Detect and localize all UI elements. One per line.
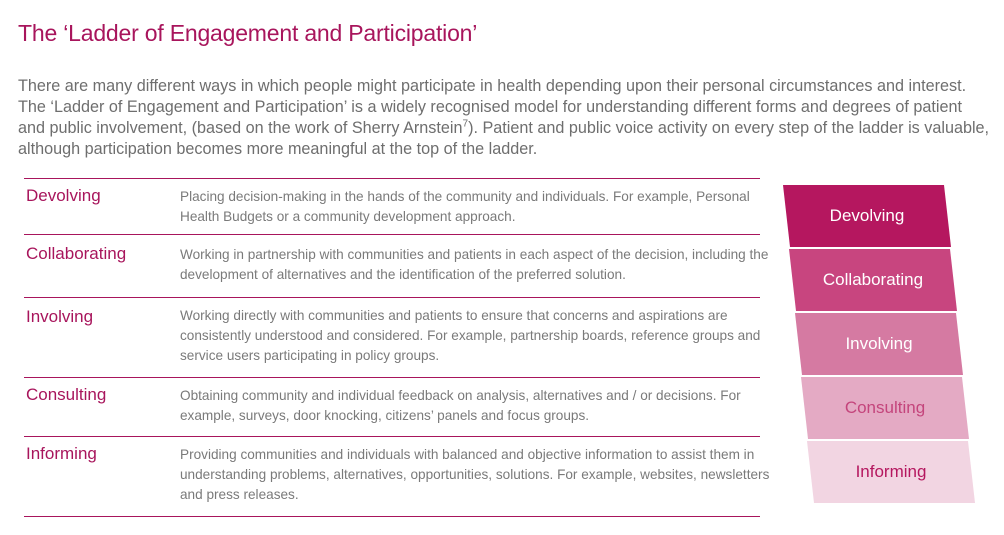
- ladder-rung-informing: [807, 441, 975, 503]
- intro-text-part2: ). Patient and public voice activity on every step of the ladder is valuable, although participation becomes more meaningful at the top of the ladder.: [18, 119, 990, 158]
- level-term: Involving: [26, 307, 94, 326]
- table-row-informing: [24, 436, 770, 517]
- level-description: Working in partnership with communities and patients in each aspect of the decision, including the development of alternatives and the identification of the preferred solution.: [180, 247, 769, 282]
- level-description: Obtaining community and individual feedback on analysis, alternatives and / or decisions. For example, surveys, door knocking, citizens’ panels and focus groups.: [180, 388, 741, 423]
- level-term: Collaborating: [26, 244, 127, 263]
- rung-label: Consulting: [844, 398, 926, 417]
- engagement-levels-table: [24, 178, 770, 517]
- level-term: Informing: [26, 444, 97, 463]
- level-description: Working directly with communities and patients to ensure that concerns and aspirations are consistently understood and considered. For example, partnership boards, reference groups and service users participating in policy groups.: [180, 308, 761, 363]
- rung-label: Devolving: [829, 206, 905, 225]
- table-row-involving: [24, 297, 760, 377]
- level-description: Providing communities and individuals with balanced and objective information to assist them in understanding problems, alternatives, opportunities, solutions. For example, websites, newsletters and press releases.: [180, 447, 770, 502]
- footnote-ref: 7: [462, 118, 469, 130]
- level-term: Devolving: [26, 186, 101, 205]
- ladder-rung-collaborating: [789, 249, 957, 311]
- ladder-rung-consulting: [801, 377, 969, 439]
- ladder-rung-devolving: [783, 185, 951, 247]
- level-description: Placing decision-making in the hands of the community and individuals. For example, Personal Health Budgets or a community development approach.: [180, 189, 750, 224]
- level-term: Consulting: [26, 385, 107, 404]
- table-row-collaborating: [24, 234, 769, 297]
- rung-label: Collaborating: [822, 270, 924, 289]
- rung-label: Informing: [855, 462, 927, 481]
- ladder-rung-involving: [795, 313, 963, 375]
- table-row-consulting: [24, 377, 760, 436]
- intro-paragraph: [18, 76, 993, 160]
- table-row-devolving: [24, 178, 760, 234]
- rung-label: Involving: [845, 334, 913, 353]
- intro-text-part1: There are many different ways in which people might participate in health depending upon their personal circumstances and interest. The ‘Ladder of Engagement and Participation’ is a widely recognised model for understanding different forms and degrees of patient and public involvement, (based on the work of Sherry Arnstein: [18, 77, 967, 137]
- page-title: The ‘Ladder of Engagement and Participation’: [18, 20, 478, 46]
